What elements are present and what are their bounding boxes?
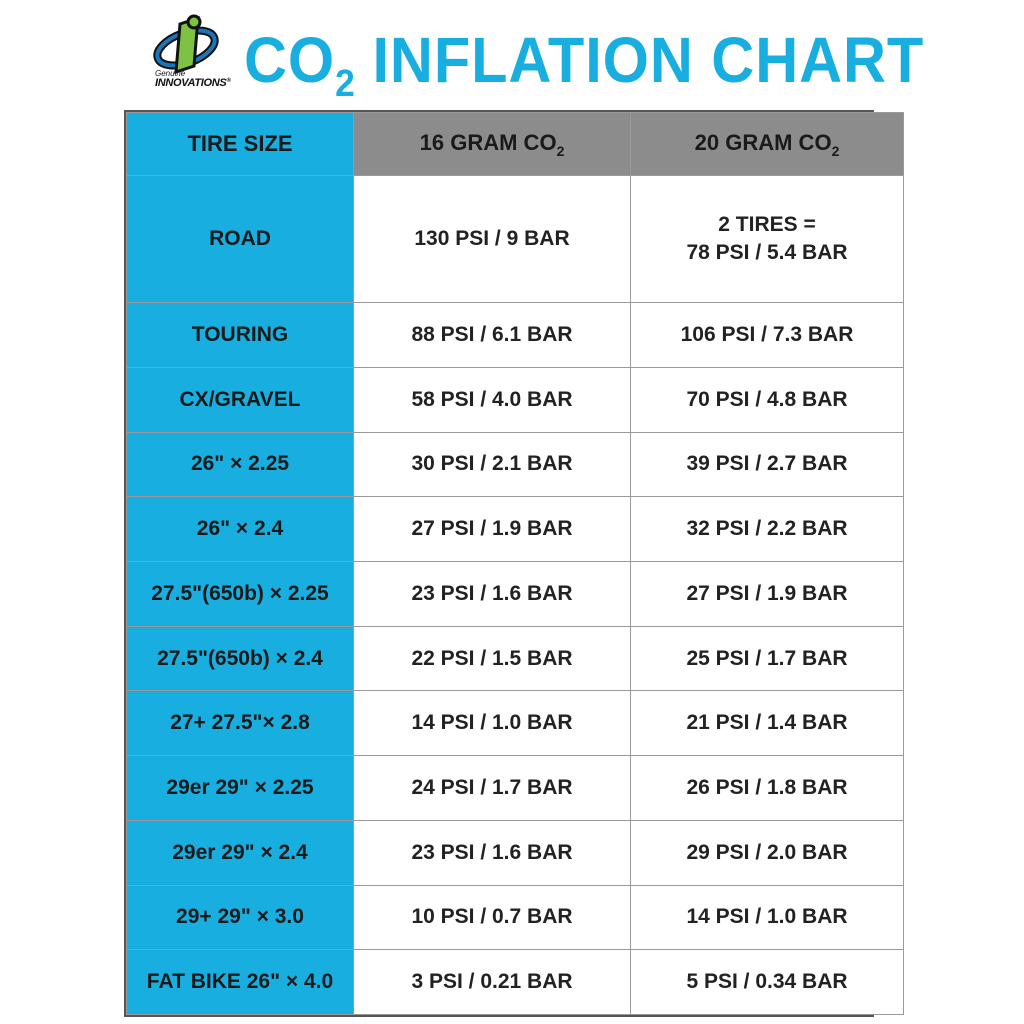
- pressure-value: 26 PSI / 1.8 BAR: [686, 775, 848, 799]
- tire-size-cell: 29er 29" × 2.25: [127, 756, 354, 821]
- pressure-16g-cell: [354, 497, 631, 562]
- pressure-value: 27 PSI / 1.9 BAR: [686, 581, 848, 605]
- table-row: [127, 562, 904, 627]
- pressure-16g-cell: [354, 562, 631, 627]
- pressure-value: 70 PSI / 4.8 BAR: [686, 387, 848, 411]
- column-label: 20 GRAM CO: [694, 129, 832, 155]
- table-row: [127, 756, 904, 821]
- title-rest: INFLATION CHART: [372, 24, 925, 96]
- pressure-value: 23 PSI / 1.6 BAR: [411, 840, 573, 864]
- brand-logo: [150, 14, 230, 104]
- tire-size-cell: 26" × 2.4: [127, 497, 354, 562]
- pressure-value: 32 PSI / 2.2 BAR: [686, 517, 848, 541]
- table-row: [127, 176, 904, 303]
- table-row: [127, 497, 904, 562]
- pressure-16g-cell: [354, 303, 631, 368]
- pressure-20g-cell: [631, 303, 904, 368]
- tire-size-cell: 27.5"(650b) × 2.25: [127, 562, 354, 627]
- table-row: [127, 626, 904, 691]
- tire-size-cell: CX/GRAVEL: [127, 367, 354, 432]
- logo-text-bottom: INNOVATIONS: [155, 77, 227, 89]
- table-row: [127, 885, 904, 950]
- pressure-value: 25 PSI / 1.7 BAR: [686, 646, 848, 670]
- pressure-value: 130 PSI / 9 BAR: [414, 227, 570, 251]
- pressure-value: 21 PSI / 1.4 BAR: [686, 711, 848, 735]
- pressure-20g-cell: [631, 367, 904, 432]
- inflation-table: [126, 112, 904, 1015]
- pressure-20g-cell: [631, 885, 904, 950]
- pressure-16g-cell: [354, 432, 631, 497]
- title-subscript: 2: [335, 63, 356, 105]
- column-label-subscript: 2: [556, 142, 565, 159]
- table-row: [127, 950, 904, 1015]
- header-tire-size: [127, 113, 354, 176]
- pressure-value: 88 PSI / 6.1 BAR: [411, 323, 573, 347]
- pressure-value: 14 PSI / 1.0 BAR: [686, 905, 848, 929]
- tire-size-cell: FAT BIKE 26" × 4.0: [127, 950, 354, 1015]
- column-label-subscript: 2: [831, 142, 840, 159]
- pressure-16g-cell: [354, 820, 631, 885]
- tire-size-cell: 27+ 27.5"× 2.8: [127, 691, 354, 756]
- pressure-value: 58 PSI / 4.0 BAR: [411, 387, 573, 411]
- pressure-16g-cell: [354, 176, 631, 303]
- pressure-value: 30 PSI / 2.1 BAR: [411, 452, 573, 476]
- page-title: [244, 20, 924, 124]
- table-header-row: [127, 113, 904, 176]
- tire-size-cell: 27.5"(650b) × 2.4: [127, 626, 354, 691]
- table-row: [127, 432, 904, 497]
- table-row: [127, 691, 904, 756]
- pressure-20g-cell: [631, 756, 904, 821]
- column-label: 16 GRAM CO: [419, 129, 557, 155]
- pressure-value: 39 PSI / 2.7 BAR: [686, 452, 848, 476]
- pressure-value: 14 PSI / 1.0 BAR: [411, 711, 573, 735]
- pressure-20g-cell: [631, 691, 904, 756]
- tire-size-cell: TOURING: [127, 303, 354, 368]
- pressure-20g-cell: [631, 626, 904, 691]
- inflation-table-container: [124, 110, 874, 1017]
- tire-size-cell: 29er 29" × 2.4: [127, 820, 354, 885]
- header: [150, 14, 925, 105]
- tire-size-cell: 29+ 29" × 3.0: [127, 885, 354, 950]
- pressure-20g-cell: [631, 562, 904, 627]
- table-body: [127, 176, 904, 1015]
- pressure-20g-cell: [631, 176, 904, 303]
- logo-text-top: Genuine: [155, 69, 186, 78]
- pressure-value: 5 PSI / 0.34 BAR: [686, 970, 848, 994]
- pressure-value: 106 PSI / 7.3 BAR: [680, 323, 854, 347]
- pressure-16g-cell: [354, 691, 631, 756]
- pressure-value: 22 PSI / 1.5 BAR: [411, 646, 573, 670]
- table-row: [127, 820, 904, 885]
- pressure-16g-cell: [354, 626, 631, 691]
- column-label: TIRE SIZE: [187, 131, 293, 156]
- pressure-value: 2 TIRES =: [718, 213, 816, 237]
- tire-size-cell: 26" × 2.25: [127, 432, 354, 497]
- table-row: [127, 367, 904, 432]
- pressure-16g-cell: [354, 756, 631, 821]
- pressure-20g-cell: [631, 432, 904, 497]
- pressure-value: 78 PSI / 5.4 BAR: [686, 241, 848, 265]
- pressure-16g-cell: [354, 367, 631, 432]
- pressure-16g-cell: [354, 885, 631, 950]
- pressure-value: 29 PSI / 2.0 BAR: [686, 840, 848, 864]
- pressure-value: 27 PSI / 1.9 BAR: [411, 517, 573, 541]
- pressure-20g-cell: [631, 950, 904, 1015]
- pressure-value: 24 PSI / 1.7 BAR: [411, 775, 573, 799]
- logo-wordmark: [155, 70, 245, 89]
- pressure-20g-cell: [631, 820, 904, 885]
- title-prefix: CO: [244, 24, 336, 96]
- logo-registered-mark: ®: [226, 78, 231, 84]
- header-20-gram: [631, 113, 904, 176]
- header-16-gram: [354, 113, 631, 176]
- pressure-value: 23 PSI / 1.6 BAR: [411, 581, 573, 605]
- pressure-16g-cell: [354, 950, 631, 1015]
- pressure-20g-cell: [631, 497, 904, 562]
- pressure-value: 3 PSI / 0.21 BAR: [411, 970, 573, 994]
- tire-size-cell: ROAD: [127, 176, 354, 303]
- pressure-value: 10 PSI / 0.7 BAR: [411, 905, 573, 929]
- table-row: [127, 303, 904, 368]
